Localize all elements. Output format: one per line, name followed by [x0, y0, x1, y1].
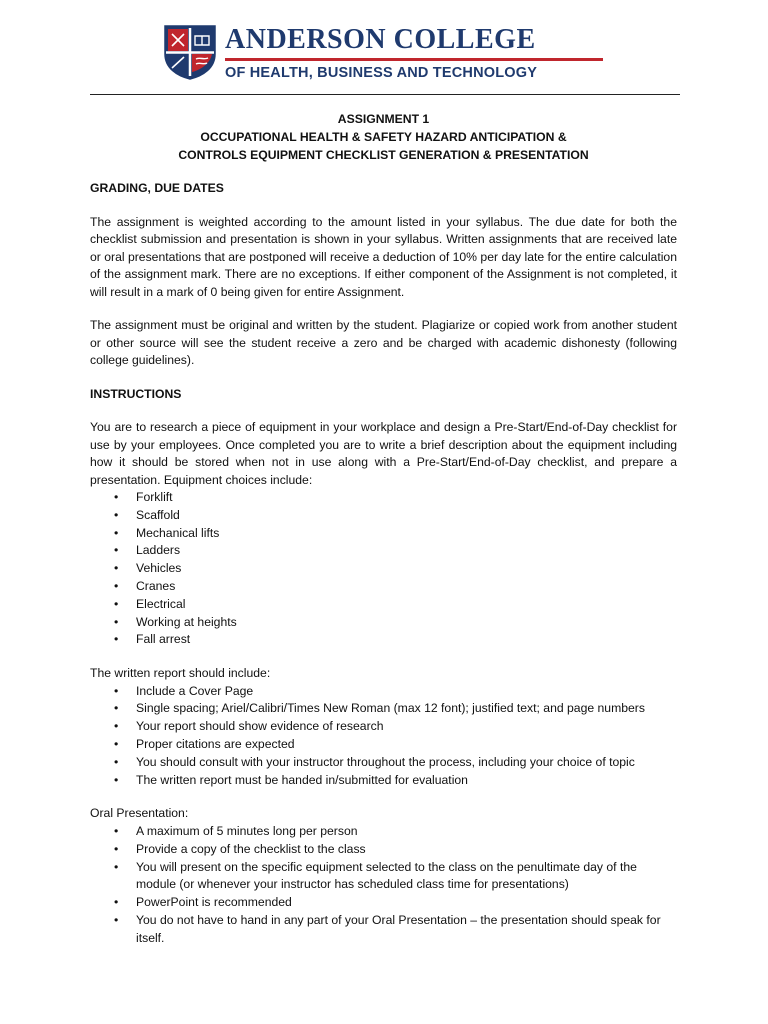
bullet-icon: •	[114, 823, 119, 838]
assignment-title	[90, 110, 677, 164]
instructions-heading: INSTRUCTIONS	[90, 386, 182, 401]
college-subtitle: OF HEALTH, BUSINESS AND TECHNOLOGY	[225, 65, 538, 81]
list-item: • Include a Cover Page	[90, 683, 677, 701]
bullet-icon: •	[114, 561, 119, 576]
list-item: • Proper citations are expected	[90, 736, 677, 754]
bullet-icon: •	[114, 772, 119, 787]
list-item: • PowerPoint is recommended	[90, 894, 677, 912]
list-item: • Cranes	[90, 578, 677, 596]
list-item: • Ladders	[90, 542, 677, 560]
list-item: • Fall arrest	[90, 631, 677, 649]
list-item: • You should consult with your instructor throughout the process, including your choice of topic	[90, 754, 677, 772]
title-line-1: ASSIGNMENT 1	[337, 112, 430, 126]
title-line-2: OCCUPATIONAL HEALTH & SAFETY HAZARD ANTICIPATION &	[200, 130, 567, 144]
list-item: • You do not have to hand in any part of your Oral Presentation – the presentation should speak for itself.	[114, 912, 661, 945]
instructions-paragraph: You are to research a piece of equipment in your workplace and design a Pre-Start/End-of-Day checklist for use by your employees. Once completed you are to write a brief description about the equipment including how it should be stored when not in use along with a Pre-Start/End-of-Day checklist, and prepare a presentation. Equipment choices include:	[90, 420, 677, 487]
oral-presentation-list	[90, 823, 677, 948]
bullet-icon: •	[114, 912, 119, 927]
bullet-icon: •	[114, 737, 119, 752]
bullet-icon: •	[114, 719, 119, 734]
bullet-icon: •	[114, 507, 119, 522]
bullet-icon: •	[114, 543, 119, 558]
header-red-rule	[225, 58, 603, 61]
grading-heading: GRADING, DUE DATES	[90, 181, 224, 195]
list-item: • Mechanical lifts	[90, 525, 677, 543]
list-item: • Electrical	[90, 596, 677, 614]
list-item: • The written report must be handed in/submitted for evaluation	[90, 772, 677, 790]
grading-paragraph-1: The assignment is weighted according to the amount listed in your syllabus. The due date for both the checklist submission and presentation is shown in your syllabus. Written assignments that are received late or oral presentations that are postponed will receive a deduction of 10% per day late for the entire calculation of the assignment mark. There are no exceptions. If either component of the Assignment is not completed, it will result in a mark of 0 being given for entire Assignment.	[90, 214, 677, 299]
bullet-icon: •	[114, 525, 119, 540]
list-item: • Your report should show evidence of research	[90, 718, 677, 736]
bullet-icon: •	[114, 614, 119, 629]
list-item: • Working at heights	[90, 614, 677, 632]
header-divider	[90, 94, 680, 95]
oral-presentation-intro: Oral Presentation:	[90, 806, 189, 821]
bullet-icon: •	[114, 596, 119, 611]
list-item: • You will present on the specific equipment selected to the class on the penultimate day of the module (or whenever your instructor has scheduled class time for presentations)	[114, 859, 637, 892]
list-item: • Forklift	[90, 489, 677, 507]
written-report-list	[90, 683, 677, 790]
college-name: ANDERSON COLLEGE	[225, 24, 536, 55]
list-item: • Single spacing; Ariel/Calibri/Times New Roman (max 12 font); justified text; and page numbers	[90, 700, 677, 718]
list-item: • Scaffold	[90, 507, 677, 525]
bullet-icon: •	[114, 632, 119, 647]
bullet-icon: •	[114, 754, 119, 769]
bullet-icon: •	[114, 578, 119, 593]
document-body	[90, 110, 677, 948]
title-line-3: CONTROLS EQUIPMENT CHECKLIST GENERATION & PRESENTATION	[178, 148, 589, 162]
bullet-icon: •	[114, 701, 119, 716]
grading-paragraph-2: The assignment must be original and written by the student. Plagiarize or copied work from another student or other source will see the student receive a zero and be charged with academic dishonesty (following college guidelines).	[90, 318, 677, 367]
list-item: • Vehicles	[90, 560, 677, 578]
bullet-icon: •	[114, 683, 119, 698]
bullet-icon: •	[114, 859, 119, 874]
bullet-icon: •	[114, 895, 119, 910]
college-header	[163, 24, 613, 84]
bullet-icon: •	[114, 841, 119, 856]
college-shield-logo	[163, 24, 217, 80]
list-item: • A maximum of 5 minutes long per person	[90, 823, 677, 841]
list-item: • Provide a copy of the checklist to the class	[90, 841, 677, 859]
written-report-intro: The written report should include:	[90, 666, 271, 681]
bullet-icon: •	[114, 490, 119, 504]
equipment-list	[90, 489, 677, 649]
